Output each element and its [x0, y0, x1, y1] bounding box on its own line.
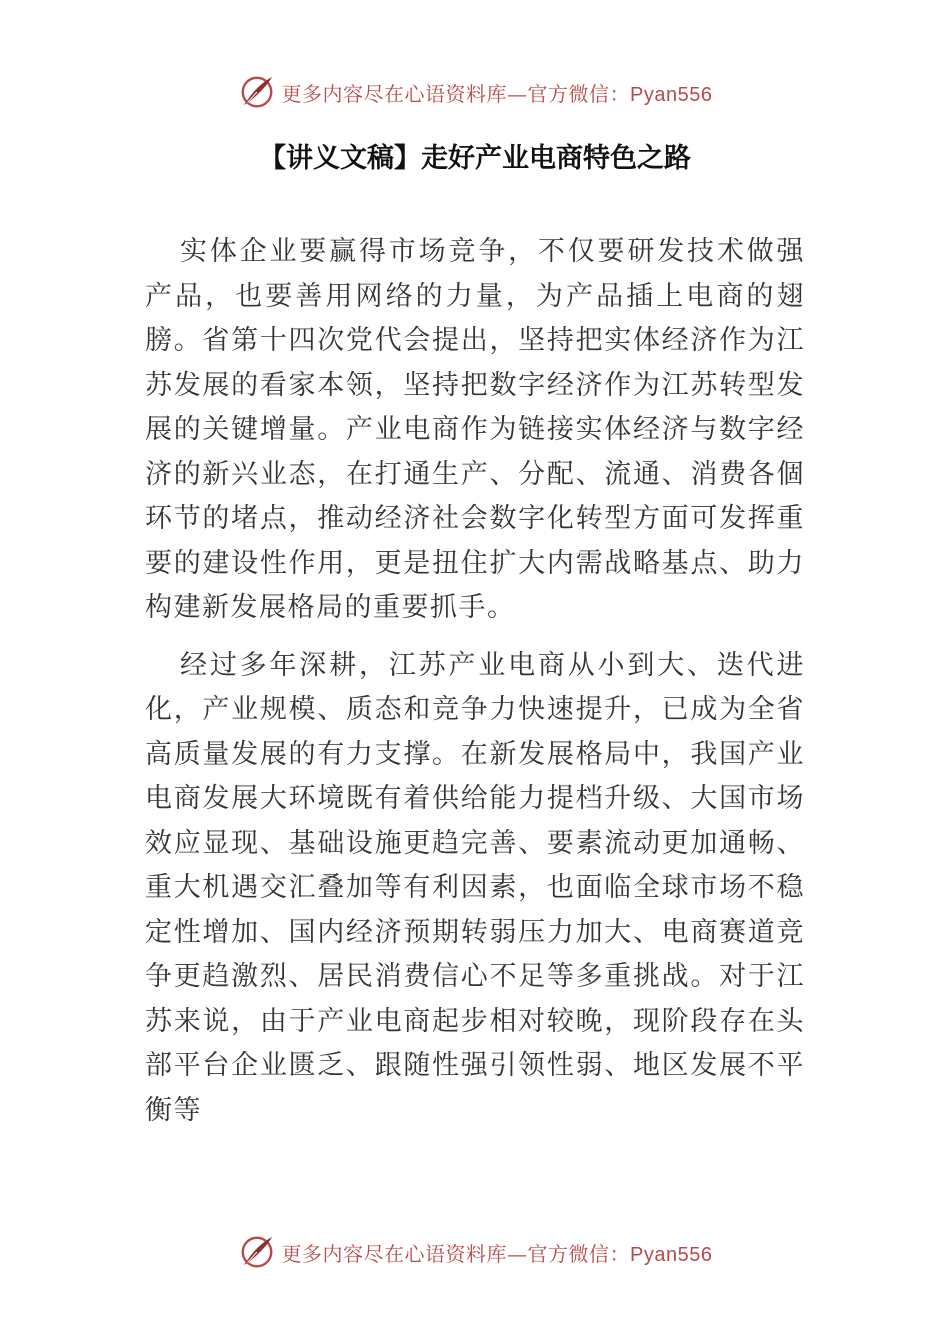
paragraph: 实体企业要赢得市场竞争，不仅要研发技术做强产品，也要善用网络的力量，为产品插上电商的翅膀。省第十四次党代会提出，坚持把实体经济作为江苏发展的看家本领，坚持把数字经济作为江苏转型发展的关键增量。产业电商作为链接实体经济与数字经济的新兴业态，在打通生产、分配、流通、消费各個环节的堵点，推动经济社会数字化转型方面可发挥重要的建设性作用，更是扭住扩大内需战略基点、助力构建新发展格局的重要抓手。 — [145, 236, 805, 623]
paragraph: 经过多年深耕，江苏产业电商从小到大、迭代进化，产业规模、质态和竞争力快速提升，已成为全省高质量发展的有力支撑。在新发展格局中，我国产业电商发展大环境既有着供给能力提档升级、大国市场效应显现、基础设施更趋完善、要素流动更加通畅、重大机遇交汇叠加等有利因素，也面临全球市场不稳定性增加、国内经济预期转弱压力加大、电商赛道竞争更趋激烈、居民消费信心不足等多重挑战。对于江苏来说，由于产业电商起步相对较晚，现阶段存在头部平台企业匮乏、跟随性强引领性弱、地区发展不平衡等 — [145, 649, 805, 1126]
quill-logo-icon — [238, 73, 276, 111]
quill-logo-icon — [238, 1233, 276, 1271]
footer-banner-text: 更多内容尽在心语资料库—官方微信：Pyan556 — [281, 1241, 713, 1266]
header-banner-text: 更多内容尽在心语资料库—官方微信：Pyan556 — [281, 81, 713, 106]
document-body — [145, 230, 805, 1146]
header-banner — [0, 72, 950, 112]
footer-banner — [0, 1232, 950, 1272]
document-title: 【讲义文稿】走好产业电商特色之路 — [259, 143, 691, 174]
